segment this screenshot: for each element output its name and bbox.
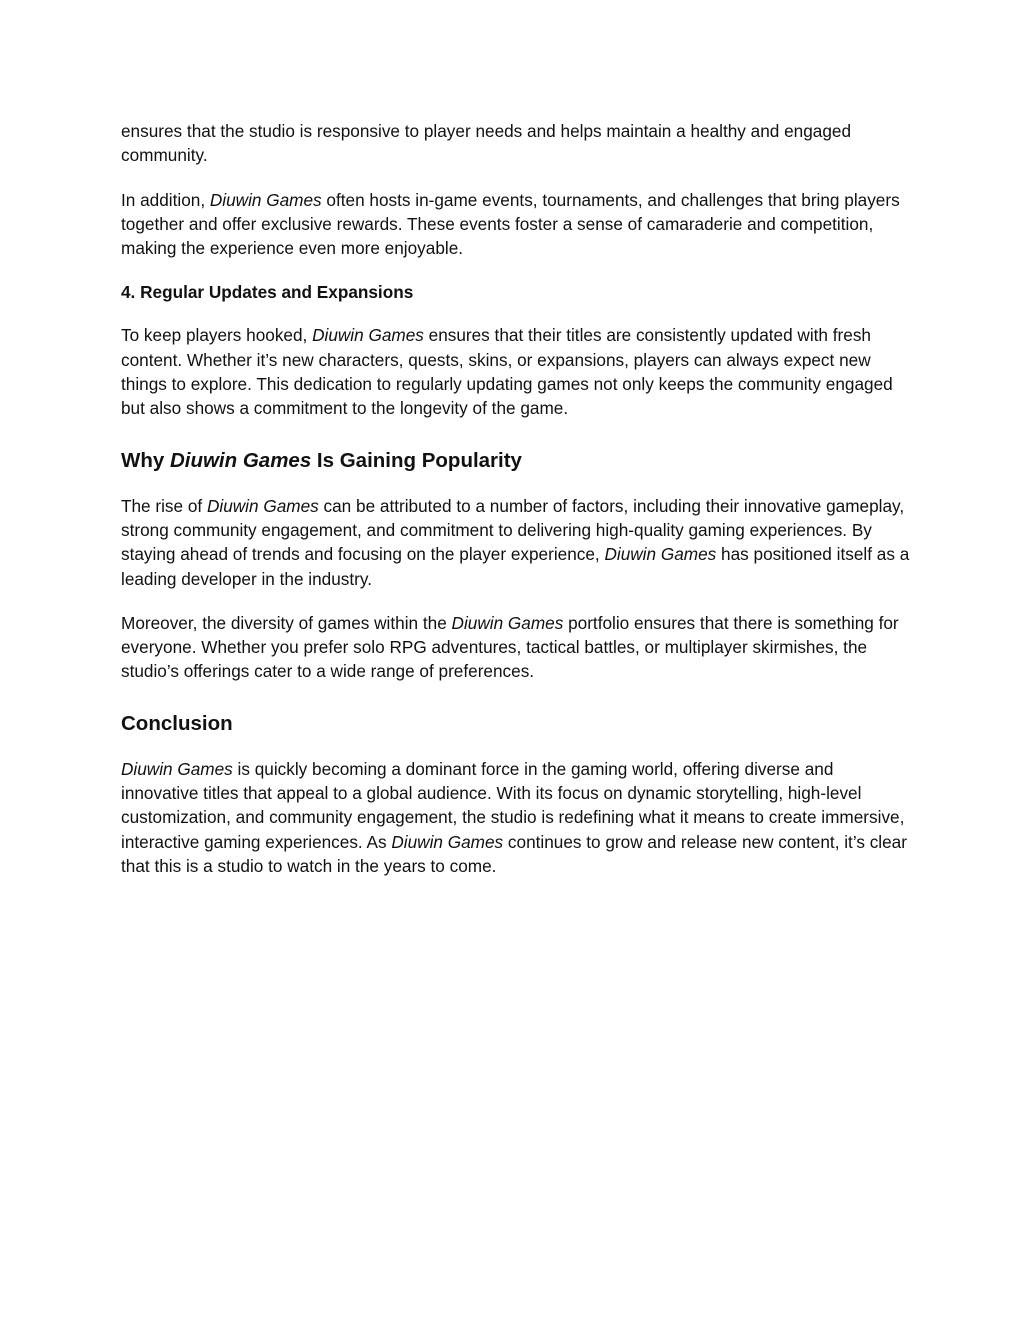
- brand-name: Diuwin Games: [121, 758, 233, 779]
- paragraph-conclusion: [121, 757, 911, 878]
- paragraph-text: Moreover, the diversity of games within the: [121, 612, 452, 633]
- heading-text: Is Gaining Popularity: [311, 448, 522, 472]
- brand-name: Diuwin Games: [312, 325, 424, 346]
- brand-name: Diuwin Games: [169, 448, 312, 472]
- paragraph-text: often hosts in-game events, tournaments, and challenges that bring players together and offer exclusive rewards. These events foster a sense of camaraderie and competition, making the experience even more enjoyable.: [121, 189, 900, 259]
- paragraph-diversity: [121, 611, 911, 684]
- paragraph-text: portfolio ensures that there is something for everyone. Whether you prefer solo RPG adventures, tactical battles, or multiplayer skirmishes, the studio’s offerings cater to a wide range of preferences.: [121, 612, 899, 682]
- paragraph-community: [121, 119, 911, 168]
- heading-conclusion: Conclusion: [121, 711, 233, 735]
- paragraph-events: [121, 188, 911, 261]
- paragraph-rise: [121, 494, 911, 591]
- brand-name: Diuwin Games: [451, 612, 564, 633]
- paragraph-text: has positioned itself as a leading developer in the industry.: [121, 544, 910, 589]
- paragraph-text: The rise of: [121, 495, 207, 516]
- paragraph-updates: [121, 323, 911, 420]
- paragraph-text: can be attributed to a number of factors, including their innovative gameplay, strong community engagement, and commitment to delivering high-quality gaming experiences. By staying ahead of trends and focusing on the player experience,: [121, 495, 905, 565]
- document-page: [121, 119, 911, 878]
- brand-name: Diuwin Games: [206, 495, 319, 516]
- brand-name: Diuwin Games: [604, 544, 717, 565]
- heading-regular-updates: 4. Regular Updates and Expansions: [121, 282, 414, 303]
- paragraph-text: ensures that their titles are consistently updated with fresh content. Whether it’s new characters, quests, skins, or expansions, players can always expect new things to explore. This dedication to regularly updating games not only keeps the community engaged but also shows a commitment to the longevity of the game.: [121, 325, 893, 419]
- brand-name: Diuwin Games: [209, 189, 322, 210]
- heading-text: Why: [121, 448, 170, 472]
- paragraph-text: continues to grow and release new content, it’s clear that this is a studio to watch in the years to come.: [121, 831, 907, 876]
- paragraph-text: To keep players hooked,: [121, 325, 313, 346]
- paragraph-text: ensures that the studio is responsive to player needs and helps maintain a healthy and engaged community.: [121, 121, 852, 166]
- paragraph-text: is quickly becoming a dominant force in the gaming world, offering diverse and innovative titles that appeal to a global audience. With its focus on dynamic storytelling, high-level customization, and community engagement, the studio is redefining what it means to create immersive, interactive gaming experiences. As: [121, 758, 905, 852]
- brand-name: Diuwin Games: [391, 831, 504, 852]
- heading-why-popularity: [121, 447, 911, 475]
- paragraph-text: In addition,: [121, 189, 210, 210]
